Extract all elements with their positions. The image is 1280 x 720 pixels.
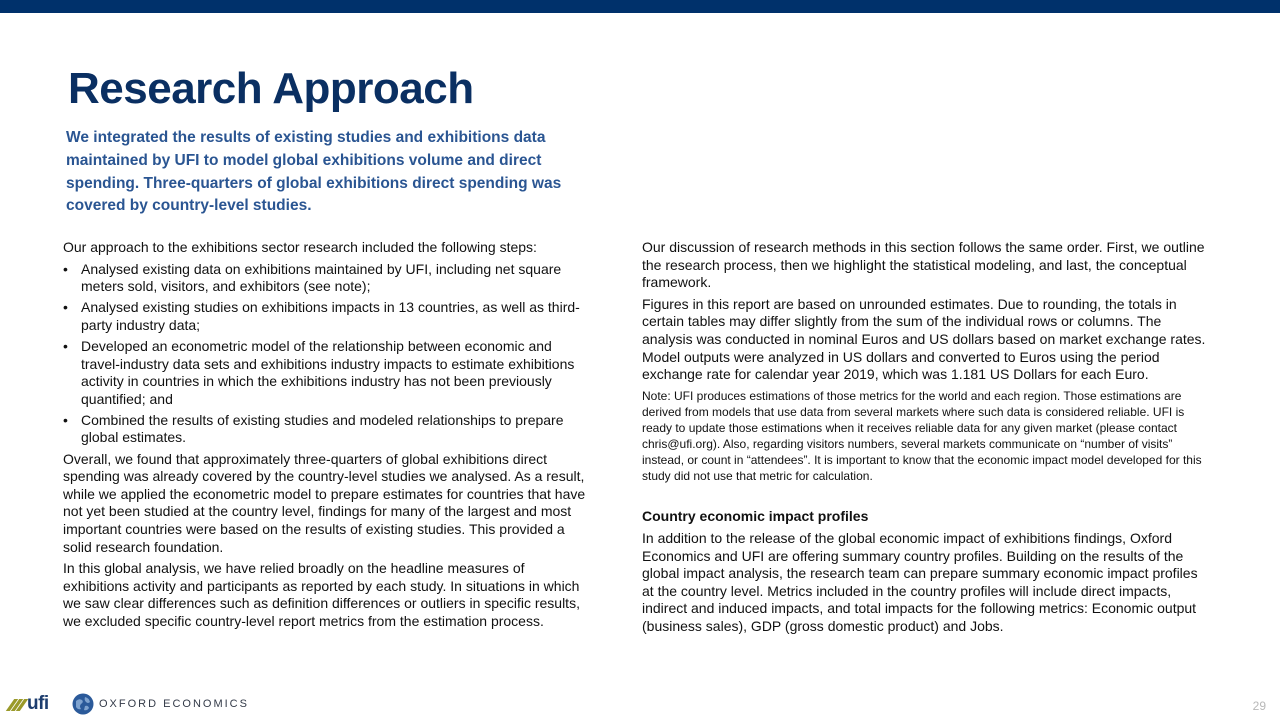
bullet-icon: • [63,337,68,354]
bullet-icon: • [63,260,68,277]
list-item [63,412,591,447]
profiles-paragraph: In addition to the release of the global economic impact of exhibitions findings, Oxford Economics and UFI are offering summary country profiles. Building on the results of the global impact analysis, the research team can prepare summary economic impact profiles at the country level. Metrics included in the country profiles will include direct impacts, indirect and induced impacts, and total impacts for the following metrics: Economic output (business sales), GDP (gross domestic product) and Jobs. [642,529,1198,634]
bullet-icon: • [63,411,68,428]
note-paragraph: Note: UFI produces estimations of those metrics for the world and each region. Those estimations are derived from models that use data from several markets where such data is considered reliable. UFI is ready to update those estimations when it receives reliable data for any given market (please contact chris@ufi.org). Also, regarding visitors numbers, several markets communicate on “number of visits” instead, or count in “attendees”. It is important to know that the economic impact model developed for this study did not use that metric for calculation. [642,388,1202,484]
list-item-text: Analysed existing data on exhibitions maintained by UFI, including net square meters sold, visitors, and exhibitors (see note); [81,260,562,295]
list-item [63,261,591,296]
list-item [63,299,591,334]
oxford-economics-logo [72,692,249,716]
analysis-paragraph: In this global analysis, we have relied broadly on the headline measures of exhibitions activity and participants as reported by each study. In situations in which we saw clear differences such as definition differences or outliers in specific results, we excluded specific country-level report metrics from the estimation process. [63,560,580,629]
ufi-logo [10,692,49,716]
oxford-economics-logo-text: OXFORD ECONOMICS [99,698,249,710]
section-heading: Country economic impact profiles [642,508,869,525]
left-column [63,239,591,634]
bullet-icon: • [63,299,68,316]
list-item [63,338,591,408]
list-item-text: Combined the results of existing studies and modeled relationships to prepare global estimates. [81,411,564,446]
ufi-logo-text: ufi [27,693,49,714]
steps-list [63,261,591,447]
findings-paragraph: Overall, we found that approximately three-quarters of global exhibitions direct spending was already covered by the country-level studies we analysed. As a result, while we applied the econometric model to prepare estimates for countries that have not yet been studied at the country level, findings for many of the largest and most important countries were based on the results of existing studies. This provided a solid research foundation. [63,450,586,555]
right-column [642,239,1208,639]
page-title: Research Approach [68,64,474,113]
page-subtitle: We integrated the results of existing studies and exhibitions data maintained by UFI to model global exhibitions volume and direct spending. Three-quarters of global exhibitions direct spending was covered by country-level studies. [66,129,562,215]
methods-paragraph: Our discussion of research methods in this section follows the same order. First, we outline the research process, then we highlight the statistical modeling, and last, the conceptual framework. [642,239,1205,291]
ufi-logo-icon [10,697,25,711]
list-item-text: Developed an econometric model of the relationship between economic and travel-industry data sets and exhibitions industry impacts to estimate exhibitions activity in countries in which the exhibitions industry has not been previously quantified; and [81,337,575,407]
list-item-text: Analysed existing studies on exhibitions impacts in 13 countries, as well as third-party industry data; [81,299,580,333]
oxford-economics-globe-icon [72,693,94,715]
figures-paragraph: Figures in this report are based on unrounded estimates. Due to rounding, the totals in certain tables may differ slightly from the sum of the individual rows or columns. The analysis was conducted in nominal Euros and US dollars based on market exchange rates. Model outputs were analyzed in US dollars and converted to Euros using the period exchange rate for calendar year 2019, which was 1.181 US Dollars for each Euro. [642,295,1206,383]
intro-paragraph: Our approach to the exhibitions sector research included the following steps: [63,239,537,255]
top-bar [0,0,1280,13]
page-number: 29 [1252,699,1266,713]
